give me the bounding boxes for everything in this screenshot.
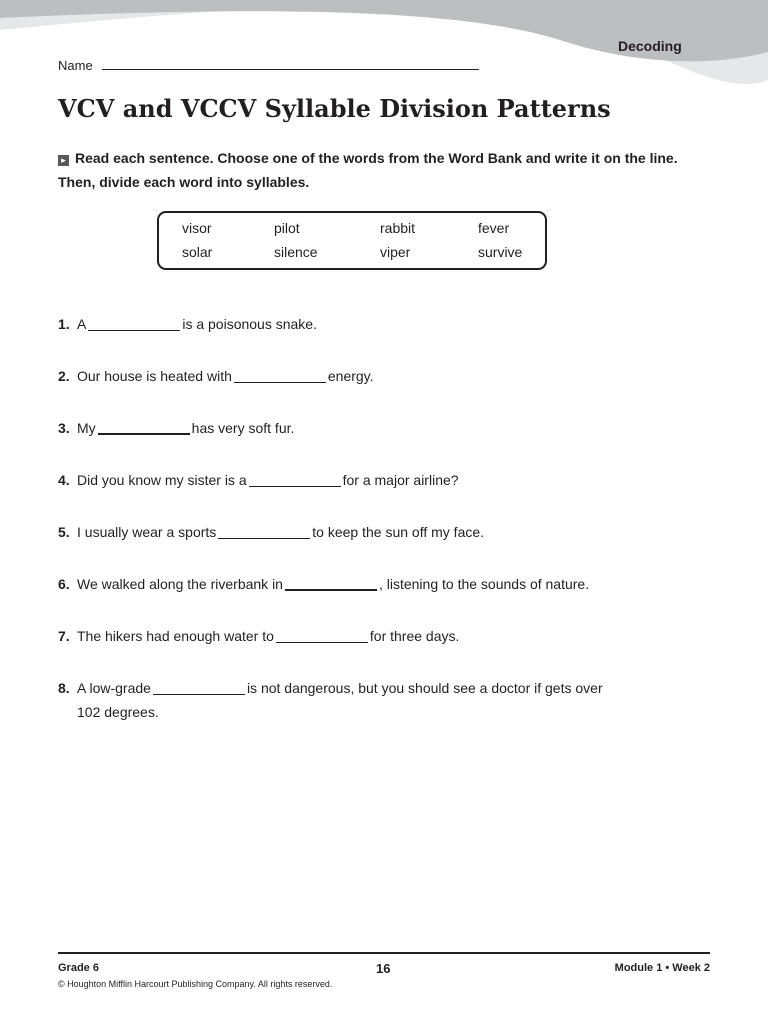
question-text-before: Our house is heated with <box>77 368 232 384</box>
question-number: 4. <box>58 472 70 488</box>
question-item <box>58 624 459 648</box>
question-item <box>58 312 317 336</box>
answer-blank[interactable] <box>285 575 377 591</box>
question-text-before: My <box>77 420 96 436</box>
page-title: VCV and VCCV Syllable Division Patterns <box>58 94 611 123</box>
answer-blank[interactable] <box>153 680 245 695</box>
question-number: 5. <box>58 524 70 540</box>
answer-blank[interactable] <box>234 368 326 383</box>
question-number: 8. <box>58 680 70 696</box>
word-bank-word: pilot <box>274 220 300 236</box>
instructions <box>58 146 678 194</box>
question-text-before: I usually wear a sports <box>77 524 217 540</box>
question-text-after: has very soft fur. <box>191 420 295 436</box>
copyright-notice: © Houghton Mifflin Harcourt Publishing Company. All rights reserved. <box>58 979 333 989</box>
question-text-after: , listening to the sounds of nature. <box>378 576 590 592</box>
word-bank-word: rabbit <box>380 220 416 236</box>
footer-divider <box>58 952 710 954</box>
answer-blank[interactable] <box>88 316 180 331</box>
footer-grade: Grade 6 <box>58 962 99 974</box>
instruction-arrow-icon: ▸ <box>58 155 69 166</box>
section-label: Decoding <box>618 38 682 54</box>
question-item <box>58 520 484 544</box>
answer-blank[interactable] <box>218 524 310 539</box>
question-item <box>58 468 459 492</box>
word-bank-word: fever <box>478 220 510 236</box>
question-item <box>58 572 589 596</box>
question-text-after: is not dangerous, but you should see a doctor if gets over <box>246 680 603 696</box>
page-number: 16 <box>376 961 391 976</box>
question-text-before: Did you know my sister is a <box>77 472 247 488</box>
question-item <box>58 364 374 388</box>
answer-blank[interactable] <box>249 472 341 487</box>
word-bank-word: solar <box>182 244 213 260</box>
question-text-after: for three days. <box>369 628 460 644</box>
question-text-before: A low-grade <box>77 680 151 696</box>
question-text-before: We walked along the riverbank in <box>77 576 283 592</box>
name-label: Name <box>58 58 93 73</box>
question-number: 3. <box>58 420 70 436</box>
question-item <box>58 416 294 440</box>
question-number: 6. <box>58 576 70 592</box>
answer-blank[interactable] <box>98 419 190 435</box>
word-bank-word: survive <box>478 244 523 260</box>
instructions-text: Read each sentence. Choose one of the words from the Word Bank and write it on the line. Then, divide each word into syllables. <box>58 150 678 190</box>
word-bank-word: visor <box>182 220 212 236</box>
question-number: 7. <box>58 628 70 644</box>
question-number: 1. <box>58 316 70 332</box>
question-text-before: The hikers had enough water to <box>77 628 274 644</box>
footer-module: Module 1 • Week 2 <box>614 962 710 974</box>
word-bank <box>157 211 547 270</box>
answer-blank[interactable] <box>276 628 368 643</box>
question-text-after: is a poisonous snake. <box>182 316 317 332</box>
question-number: 2. <box>58 368 70 384</box>
question-text-continuation: 102 degrees. <box>77 704 159 720</box>
question-item <box>58 676 603 724</box>
word-bank-word: viper <box>380 244 411 260</box>
name-write-line[interactable] <box>102 69 479 70</box>
question-text-before: A <box>77 316 87 332</box>
question-text-after: energy. <box>327 368 374 384</box>
question-text-after: to keep the sun off my face. <box>312 524 485 540</box>
word-bank-word: silence <box>274 244 318 260</box>
question-text-after: for a major airline? <box>342 472 459 488</box>
